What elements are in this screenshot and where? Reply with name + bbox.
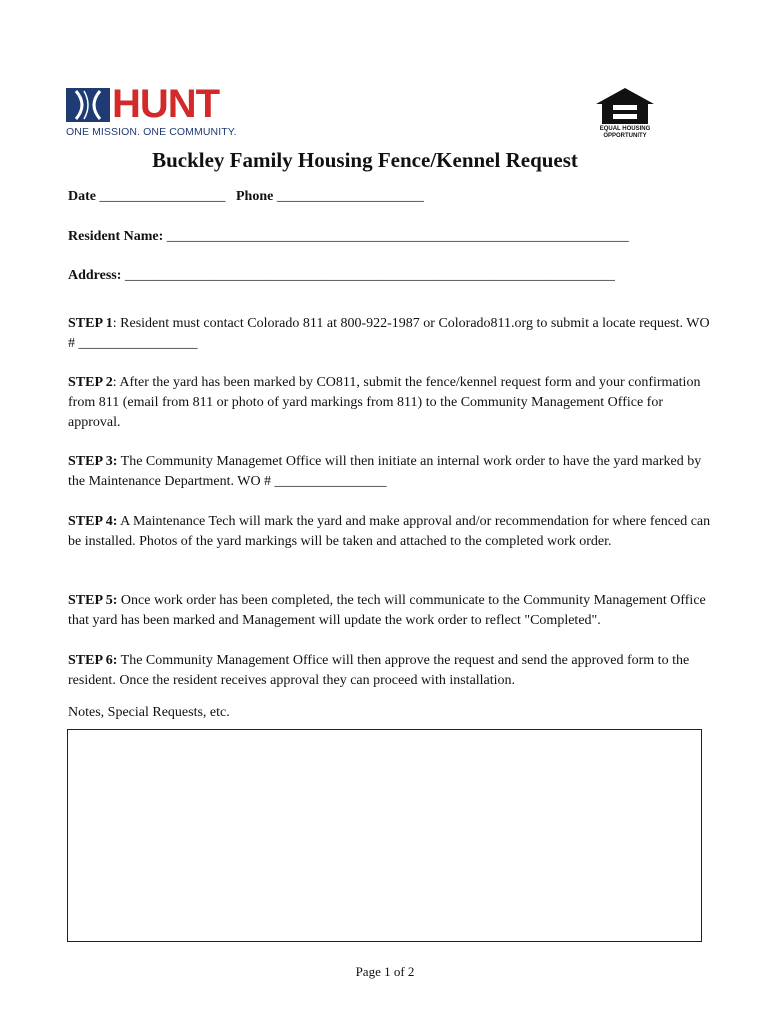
- hunt-logo-mark-icon: [66, 88, 110, 122]
- step-5-label: STEP 5:: [68, 593, 118, 608]
- resident-name-label: Resident Name:: [68, 229, 164, 244]
- resident-name-field[interactable]: __________________________________________________________________: [166, 229, 629, 244]
- step-2-text: After the yard has been marked by CO811, submit the fence/kennel request form and your confirmation from 811 (email from 811 or photo of yard markings from 811) to the Community Management Office for approval.: [68, 375, 701, 430]
- hunt-logo-tagline: ONE MISSION. ONE COMMUNITY.: [66, 126, 237, 138]
- step-1-sep: :: [112, 316, 117, 331]
- step-2-label: STEP 2: [68, 375, 113, 390]
- step-2-sep: :: [112, 375, 117, 390]
- step-6-text: The Community Management Office will then approve the request and send the approved form to the resident. Once the resident receives approval they can proceed with installation.: [68, 653, 690, 688]
- date-phone-row: [68, 189, 424, 205]
- date-field[interactable]: __________________: [99, 189, 226, 204]
- address-field[interactable]: ______________________________________________________________________: [124, 268, 615, 283]
- date-label: Date: [68, 189, 96, 204]
- hunt-logo-word: HUNT: [112, 82, 220, 126]
- resident-row: [68, 229, 629, 245]
- step-3: [68, 452, 718, 492]
- step-5: [68, 591, 718, 631]
- step-1-label: STEP 1: [68, 316, 113, 331]
- page-number: Page 1 of 2: [355, 964, 415, 979]
- step-4-label: STEP 4:: [68, 514, 118, 529]
- step-6: [68, 651, 718, 691]
- step-3-label: STEP 3:: [68, 454, 118, 469]
- address-row: [68, 268, 615, 284]
- step-6-label: STEP 6:: [68, 653, 118, 668]
- step-4-text: A Maintenance Tech will mark the yard and make approval and/or recommendation for where fenced can be installed. Photos of the yard markings will be taken and attached to the completed work order.: [68, 514, 711, 549]
- hunt-logo: [66, 82, 246, 140]
- step-1: [68, 314, 718, 354]
- notes-textarea[interactable]: [67, 729, 702, 942]
- step-4: [68, 512, 718, 552]
- step-2: [68, 373, 718, 433]
- equal-housing-line1: EQUAL HOUSING: [599, 126, 651, 132]
- page-title: Buckley Family Housing Fence/Kennel Request: [152, 148, 578, 172]
- equal-housing-house-icon: [594, 86, 656, 126]
- step-5-text: Once work order has been completed, the tech will communicate to the Community Management Office that yard has been marked and Management will update the work order to reflect "Completed".: [68, 593, 706, 628]
- equal-housing-logo: [594, 86, 656, 142]
- step-3-text: The Community Managemet Office will then initiate an internal work order to have the yard marked by the Maintenance Department. WO # ________________: [68, 454, 702, 489]
- address-label: Address:: [68, 268, 122, 283]
- step-1-text: Resident must contact Colorado 811 at 800-922-1987 or Colorado811.org to submit a locate request. WO # _________________: [68, 316, 710, 351]
- phone-label: Phone: [236, 189, 274, 204]
- phone-field[interactable]: _____________________: [276, 189, 424, 204]
- notes-label: Notes, Special Requests, etc.: [68, 705, 230, 720]
- equal-housing-text: [594, 126, 656, 140]
- equal-housing-line2: OPPORTUNITY: [603, 133, 647, 139]
